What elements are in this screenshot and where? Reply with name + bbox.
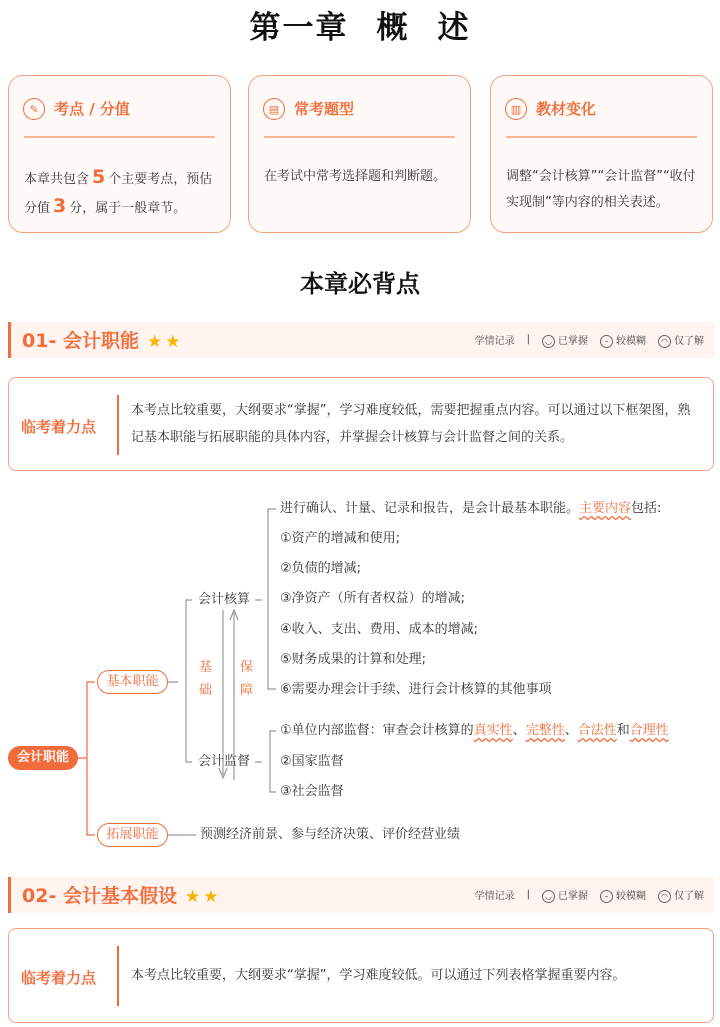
study-status: 学情记录 | ◡ 已掌握 – 较模糊 ◠ 仅了解 xyxy=(475,332,704,348)
chapter-title: 第一章 概 述 xyxy=(249,10,471,46)
node-basic-functions: 基本职能 xyxy=(97,670,168,694)
extended-desc: 预测经济前景、参与经济决策、评价经营业绩 xyxy=(200,827,461,842)
status-vague[interactable]: – 较模糊 xyxy=(600,887,646,903)
exam-paper-icon: ▤ xyxy=(263,98,285,120)
list-item: ③净资产（所有者权益）的增减; xyxy=(280,591,466,606)
neutral-face-icon: – xyxy=(600,335,613,348)
node-extended-functions: 拓展职能 xyxy=(97,823,168,847)
section-header-02: 02- 会计基本假设 ★★ 学情记录 | ◡ 已掌握 – 较模糊 ◠ 仅了解 xyxy=(8,877,714,913)
book-icon: ▥ xyxy=(505,98,527,120)
smile-icon: ◡ xyxy=(542,335,555,348)
list-item: ⑥需要办理会计手续、进行会计核算的其他事项 xyxy=(280,682,552,697)
card-textbook-changes xyxy=(490,75,713,233)
section-header-01: 01- 会计职能 ★★ 学情记录 | ◡ 已掌握 – 较模糊 ◠ 仅了解 xyxy=(8,322,714,358)
node-supervision: 会计监督 xyxy=(198,754,251,769)
focus-box-01: 临考着力点 本考点比较重要，大纲要求“掌握”，学习难度较低，需要把握重点内容。可以通过以下框架图，熟记基本职能与拓展职能的具体内容，并掌握会计核算与会计监督之间的关系。 xyxy=(8,377,714,471)
divider xyxy=(264,136,455,138)
mindmap-root: 会计职能 xyxy=(8,746,78,770)
sad-face-icon: ◠ xyxy=(658,890,671,903)
list-item: ⑤财务成果的计算和处理; xyxy=(280,652,427,667)
accounting-intro: 进行确认、计量、记录和报告，是会计最基本职能。主要内容包括: xyxy=(280,501,662,516)
status-basic[interactable]: ◠ 仅了解 xyxy=(658,332,704,348)
card-exam-points xyxy=(8,75,231,233)
status-basic[interactable]: ◠ 仅了解 xyxy=(658,887,704,903)
status-vague[interactable]: – 较模糊 xyxy=(600,332,646,348)
star-rating: ★★ xyxy=(146,332,184,352)
card-title: 教材变化 xyxy=(536,100,597,118)
card-question-types xyxy=(248,75,471,233)
section-heading: 本章必背点 xyxy=(300,269,420,298)
card-title: 考点 / 分值 xyxy=(54,100,130,118)
card-body: 调整“会计核算”“会计监督”“收付实现制”等内容的相关表述。 xyxy=(506,169,696,210)
list-item: ②负债的增减; xyxy=(280,561,362,576)
list-item: ④收入、支出、费用、成本的增减; xyxy=(280,622,479,637)
list-item: ①单位内部监督：审查会计核算的真实性、完整性、合法性和合理性 xyxy=(280,723,669,738)
card-title: 常考题型 xyxy=(294,100,355,118)
card-body: 在考试中常考选择题和判断题。 xyxy=(264,169,447,184)
list-item: ③社会监督 xyxy=(280,784,344,799)
smile-icon: ◡ xyxy=(542,890,555,903)
card-body: 本章共包含 5 个主要考点，预估分值 3 分，属于一般章节。 xyxy=(24,166,213,217)
study-status: 学情记录 | ◡ 已掌握 – 较模糊 ◠ 仅了解 xyxy=(475,887,704,903)
status-mastered[interactable]: ◡ 已掌握 xyxy=(542,332,588,348)
edit-icon: ✎ xyxy=(23,98,45,120)
node-accounting: 会计核算 xyxy=(198,592,251,607)
star-rating: ★★ xyxy=(184,887,222,907)
status-mastered[interactable]: ◡ 已掌握 xyxy=(542,887,588,903)
neutral-face-icon: – xyxy=(600,890,613,903)
sad-face-icon: ◠ xyxy=(658,335,671,348)
divider xyxy=(24,136,215,138)
focus-box-02: 临考着力点 本考点比较重要，大纲要求“掌握”，学习难度较低。可以通过下列表格掌握重要内容。 xyxy=(8,928,714,1023)
list-item: ②国家监督 xyxy=(280,754,344,769)
divider xyxy=(506,136,697,138)
list-item: ①资产的增减和使用; xyxy=(280,531,401,546)
